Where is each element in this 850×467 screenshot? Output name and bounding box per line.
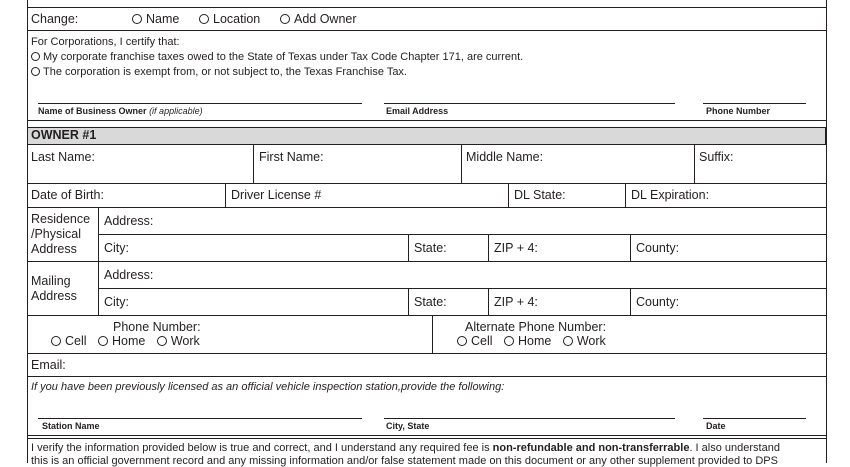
corporations-bottom xyxy=(27,120,827,121)
row-rule xyxy=(27,376,827,377)
row-divider xyxy=(508,183,509,207)
radio-circle-icon xyxy=(157,336,167,346)
dl-state-field[interactable]: DL State: xyxy=(514,188,566,202)
last-name-field[interactable]: Last Name: xyxy=(31,150,95,164)
row-divider xyxy=(253,145,254,183)
mailing-address-field[interactable]: Address: xyxy=(104,268,154,282)
radio-circle-icon xyxy=(31,67,40,76)
change-label: Change: xyxy=(31,12,79,26)
row-divider xyxy=(408,288,409,315)
radio-circle-icon xyxy=(31,52,40,61)
phone-home-option[interactable]: Home xyxy=(98,334,145,348)
phone-number-label: Phone Number xyxy=(706,106,771,116)
city-state-line[interactable] xyxy=(384,418,675,419)
row-divider xyxy=(461,145,462,183)
phone-options xyxy=(51,334,200,348)
change-option-add-owner[interactable]: Add Owner xyxy=(280,12,357,26)
owner-header-bar xyxy=(27,127,826,145)
row-divider xyxy=(488,234,489,261)
station-name-line[interactable] xyxy=(38,418,362,419)
mailing-state-field[interactable]: State: xyxy=(414,295,447,309)
row-divider xyxy=(625,183,626,207)
station-name-label: Station Name xyxy=(42,421,100,431)
suffix-field[interactable]: Suffix: xyxy=(699,150,734,164)
first-name-field[interactable]: First Name: xyxy=(259,150,324,164)
residence-county-field[interactable]: County: xyxy=(636,241,680,255)
phone-number-label: Phone Number: xyxy=(113,320,201,334)
row-divider xyxy=(408,234,409,261)
row-rule xyxy=(98,234,827,235)
change-option-location[interactable]: Location xyxy=(199,12,260,26)
verify-line-1: I verify the information provided below is true and correct, and I understand any required fee is non-refundable and non-transferrable. I also understand xyxy=(31,442,780,454)
alt-phone-cell-option[interactable]: Cell xyxy=(457,334,493,348)
driver-license-field[interactable]: Driver License # xyxy=(231,188,322,202)
corporations-option-current[interactable]: My corporate franchise taxes owed to the State of Texas under Tax Code Chapter 171, are current. xyxy=(31,51,523,63)
frame-left xyxy=(27,0,28,463)
row-rule xyxy=(27,183,827,184)
row-divider xyxy=(694,145,695,183)
residence-zip-field[interactable]: ZIP + 4: xyxy=(494,241,538,255)
radio-circle-icon xyxy=(98,336,108,346)
residence-label: Residence /Physical Address xyxy=(31,212,91,256)
corporations-option-exempt[interactable]: The corporation is exempt from, or not subject to, the Texas Franchise Tax. xyxy=(31,66,407,78)
row-rule xyxy=(27,353,827,354)
alternate-phone-label: Alternate Phone Number: xyxy=(465,320,607,334)
row-rule xyxy=(27,207,827,208)
business-owner-name-line[interactable] xyxy=(38,103,362,104)
mailing-zip-field[interactable]: ZIP + 4: xyxy=(494,295,538,309)
owner-title: OWNER #1 xyxy=(31,128,97,142)
previous-license-prompt: If you have been previously licensed as an official vehicle inspection station,provide the following: xyxy=(31,381,505,393)
corporations-intro: For Corporations, I certify that: xyxy=(31,36,180,48)
date-label: Date xyxy=(706,421,726,431)
radio-circle-icon xyxy=(132,14,142,24)
phone-cell-option[interactable]: Cell xyxy=(51,334,87,348)
residence-city-field[interactable]: City: xyxy=(104,241,129,255)
dl-expiration-field[interactable]: DL Expiration: xyxy=(631,188,710,202)
radio-circle-icon xyxy=(199,14,209,24)
radio-circle-icon xyxy=(504,336,514,346)
row-divider xyxy=(488,288,489,315)
alt-phone-work-option[interactable]: Work xyxy=(563,334,606,348)
city-state-label: City, State xyxy=(386,421,430,431)
email-address-label: Email Address xyxy=(386,106,449,116)
row-rule xyxy=(98,288,827,289)
alternate-phone-options xyxy=(457,334,606,348)
row-divider xyxy=(630,288,631,315)
email-address-line[interactable] xyxy=(384,103,675,104)
residence-state-field[interactable]: State: xyxy=(414,241,447,255)
email-field[interactable]: Email: xyxy=(31,358,66,372)
radio-circle-icon xyxy=(51,336,61,346)
change-option-name[interactable]: Name xyxy=(132,12,179,26)
mailing-county-field[interactable]: County: xyxy=(636,295,680,309)
radio-circle-icon xyxy=(280,14,290,24)
middle-name-field[interactable]: Middle Name: xyxy=(466,150,544,164)
alt-phone-home-option[interactable]: Home xyxy=(504,334,551,348)
date-line[interactable] xyxy=(703,418,806,419)
change-row-bottom xyxy=(27,30,827,31)
verify-line-2: this is an official government record and any missing information and/or false statement made on this document or any other supplement provided to DPS xyxy=(31,455,778,467)
row-rule xyxy=(27,435,827,436)
radio-circle-icon xyxy=(457,336,467,346)
row-rule xyxy=(27,438,827,439)
mailing-label: Mailing Address xyxy=(31,274,77,303)
date-of-birth-field[interactable]: Date of Birth: xyxy=(31,188,104,202)
row-rule xyxy=(27,261,827,262)
row-divider xyxy=(432,315,433,353)
mailing-city-field[interactable]: City: xyxy=(104,295,129,309)
row-rule xyxy=(27,315,827,316)
business-owner-name-label: Name of Business Owner (if applicable) xyxy=(38,106,203,116)
phone-number-line[interactable] xyxy=(703,103,806,104)
phone-work-option[interactable]: Work xyxy=(157,334,200,348)
row-divider xyxy=(630,234,631,261)
radio-circle-icon xyxy=(563,336,573,346)
frame-right xyxy=(826,0,827,463)
row-divider xyxy=(225,183,226,207)
residence-address-field[interactable]: Address: xyxy=(104,214,154,228)
top-rule xyxy=(27,7,827,8)
